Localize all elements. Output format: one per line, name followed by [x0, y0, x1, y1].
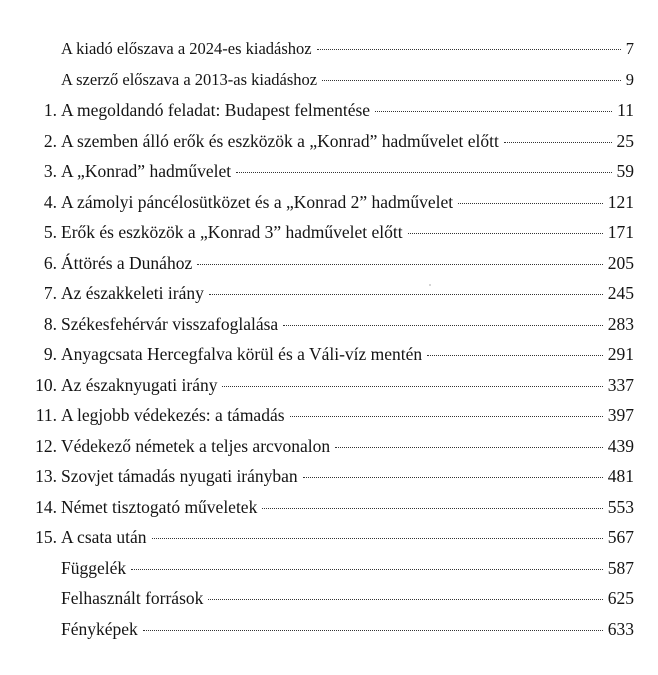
toc-entry-page: 9 — [625, 69, 634, 89]
toc-entry-number: 2. — [43, 130, 57, 151]
toc-entry-line — [61, 496, 634, 518]
toc-entry-title: A szerző előszava a 2013-as kiadáshoz — [61, 69, 318, 89]
toc-entry-title: Anyagcsata Hercegfalva körül és a Váli-víz mentén — [61, 344, 423, 364]
toc-dot-leader — [427, 355, 603, 356]
toc-entry-title: Áttörés a Dunához — [61, 252, 193, 273]
toc-entry-title: Fényképek — [61, 618, 138, 639]
toc-dot-leader — [208, 599, 602, 600]
toc-dot-leader — [335, 447, 603, 448]
toc-entry-title: Erők és eszközök a „Konrad 3” hadművelet előtt — [61, 222, 403, 242]
toc-entry-number: 6. — [43, 252, 57, 273]
toc-entry-title: A csata után — [61, 527, 147, 547]
toc-entry — [0, 160, 658, 191]
toc-dot-leader — [152, 538, 603, 539]
toc-entry-line — [61, 557, 634, 579]
toc-dot-leader — [283, 325, 603, 326]
toc-entry — [0, 38, 658, 69]
toc-entry — [0, 435, 658, 466]
toc-entry-number: 8. — [43, 313, 57, 334]
toc-dot-leader — [322, 80, 621, 81]
toc-entry — [0, 313, 658, 344]
toc-entry-page: 481 — [607, 466, 634, 486]
toc-entry — [0, 496, 658, 527]
toc-entry-line — [61, 282, 634, 304]
toc-entry-number: 4. — [43, 191, 57, 212]
toc-entry — [0, 465, 658, 496]
toc-entry — [0, 618, 658, 649]
toc-entry-page: 7 — [625, 39, 634, 58]
toc-entry — [0, 557, 658, 588]
toc-entry — [0, 282, 658, 313]
toc-entry-page: 245 — [607, 283, 634, 303]
toc-entry-page: 553 — [607, 496, 634, 517]
toc-entry — [0, 526, 658, 557]
toc-entry-title: Védekező németek a teljes arcvonalon — [61, 435, 331, 456]
toc-entry-page: 11 — [617, 100, 634, 120]
toc-entry-number: 12. — [35, 435, 57, 456]
toc-entry-page: 633 — [607, 618, 634, 639]
toc-entry-line — [61, 38, 634, 60]
toc-entry-title: Függelék — [61, 557, 127, 578]
toc-entry-title: Székesfehérvár visszafoglalása — [61, 313, 279, 334]
toc-dot-leader — [458, 203, 603, 204]
toc-entry-number: 7. — [43, 283, 57, 303]
toc-dot-leader — [222, 386, 602, 387]
toc-entry-title: A „Konrad” hadművelet — [61, 161, 232, 181]
toc-entry — [0, 69, 658, 100]
toc-entry-number: 14. — [35, 496, 57, 517]
toc-dot-leader — [408, 233, 603, 234]
toc-entry — [0, 374, 658, 405]
toc-entry-page: 587 — [607, 557, 634, 578]
toc-entry-line — [61, 404, 634, 426]
toc-entry — [0, 252, 658, 283]
table-of-contents — [0, 38, 658, 648]
toc-entry — [0, 343, 658, 374]
toc-entry-line — [61, 191, 634, 213]
toc-entry-title: A legjobb védekezés: a támadás — [61, 405, 285, 425]
toc-entry-number: 15. — [35, 527, 57, 547]
toc-entry-page: 205 — [607, 252, 634, 273]
toc-entry-line — [61, 130, 634, 152]
toc-entry-page: 337 — [607, 374, 634, 395]
toc-entry-number: 5. — [43, 222, 57, 242]
toc-entry-title: A zámolyi páncélosütközet és a „Konrad 2” hadművelet — [61, 191, 454, 212]
toc-dot-leader — [197, 264, 603, 265]
toc-entry-title: Német tisztogató műveletek — [61, 496, 258, 517]
toc-entry-line — [61, 69, 634, 91]
toc-entry-line — [61, 435, 634, 457]
toc-dot-leader — [317, 49, 621, 50]
toc-entry-number: 1. — [43, 100, 57, 120]
toc-entry-page: 121 — [607, 191, 634, 212]
toc-entry-title: A kiadó előszava a 2024-es kiadáshoz — [61, 39, 312, 58]
toc-entry — [0, 404, 658, 435]
toc-entry-line — [61, 221, 634, 243]
toc-entry-page: 171 — [607, 222, 634, 242]
toc-entry-number: 3. — [43, 161, 57, 181]
toc-dot-leader — [375, 111, 612, 112]
toc-entry-line — [61, 618, 634, 640]
toc-dot-leader — [303, 477, 603, 478]
toc-entry-title: Szovjet támadás nyugati irányban — [61, 466, 298, 486]
toc-entry-line — [61, 587, 634, 609]
toc-entry — [0, 191, 658, 222]
toc-entry-title: Az északkeleti irány — [61, 283, 204, 303]
toc-dot-leader — [262, 508, 602, 509]
toc-dot-leader — [236, 172, 611, 173]
toc-entry-number: 10. — [35, 374, 57, 395]
toc-entry-title: A megoldandó feladat: Budapest felmentése — [61, 100, 371, 120]
toc-dot-leader — [504, 142, 612, 143]
toc-entry-number: 9. — [43, 344, 57, 364]
toc-entry-title: Az északnyugati irány — [61, 374, 218, 395]
toc-entry-page: 625 — [607, 588, 634, 608]
toc-entry-page: 439 — [607, 435, 634, 456]
toc-entry-line — [61, 252, 634, 274]
toc-entry-page: 567 — [607, 527, 634, 547]
toc-dot-leader — [290, 416, 603, 417]
toc-entry-line — [61, 160, 634, 182]
toc-entry-page: 397 — [607, 405, 634, 425]
toc-entry-title: Felhasznált források — [61, 588, 204, 608]
toc-entry-number: 13. — [35, 466, 57, 486]
toc-entry — [0, 221, 658, 252]
toc-dot-leader — [143, 630, 603, 631]
toc-entry — [0, 130, 658, 161]
toc-entry-page: 59 — [616, 161, 634, 181]
toc-entry-line — [61, 99, 634, 121]
toc-entry-page: 291 — [607, 344, 634, 364]
toc-entry-number: 11. — [35, 405, 57, 425]
toc-entry-page: 25 — [616, 130, 634, 151]
toc-dot-leader — [131, 569, 603, 570]
toc-entry-line — [61, 526, 634, 548]
toc-entry-line — [61, 313, 634, 335]
toc-entry-line — [61, 465, 634, 487]
toc-entry — [0, 99, 658, 130]
toc-entry-title: A szemben álló erők és eszközök a „Konrad” hadművelet előtt — [61, 130, 499, 151]
toc-entry-line — [61, 374, 634, 396]
toc-dot-leader — [209, 294, 603, 295]
toc-entry-line — [61, 343, 634, 365]
toc-entry-page: 283 — [607, 313, 634, 334]
toc-entry — [0, 587, 658, 618]
scan-speck — [429, 284, 431, 286]
